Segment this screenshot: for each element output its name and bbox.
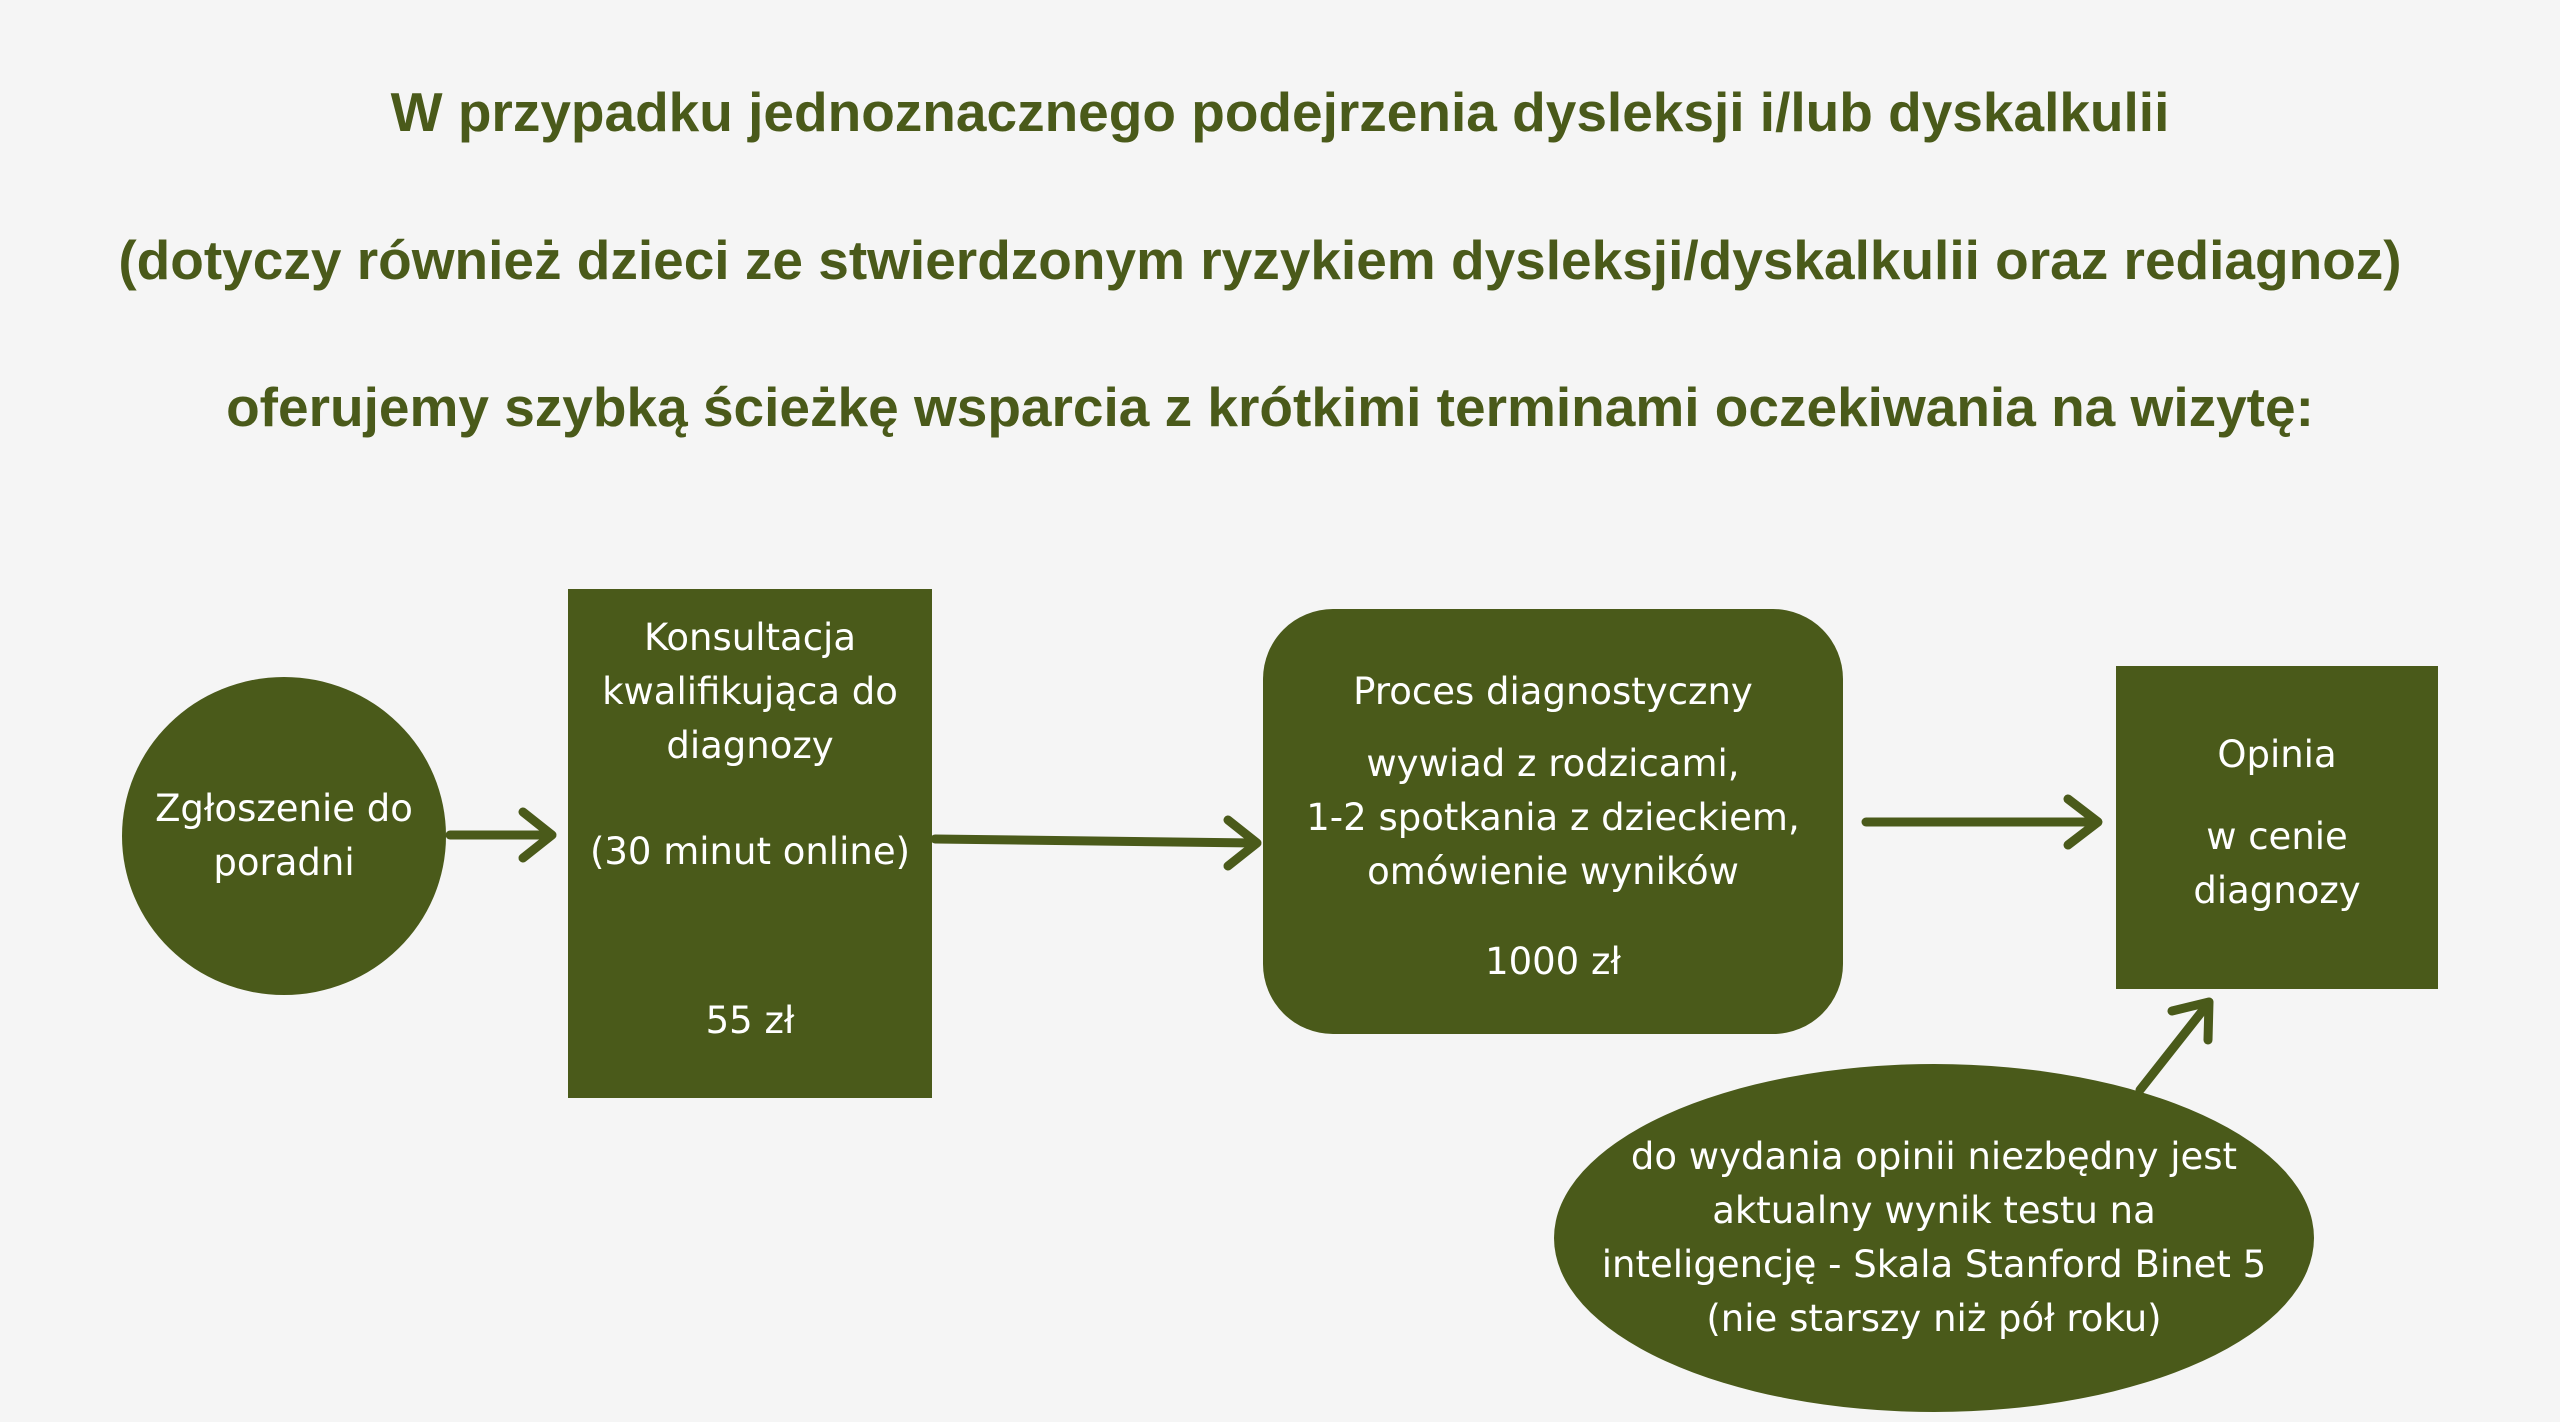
arrow-proces-to-opinia bbox=[1866, 799, 2098, 845]
arrow-zgloszenie-to-konsultacja bbox=[450, 812, 552, 858]
heading-line-3: oferujemy szybką ścieżkę wsparcia z krótkimi terminami oczekiwania na wizytę: bbox=[226, 376, 2314, 438]
proces-line-1: wywiad z rodzicami, bbox=[1366, 742, 1740, 785]
proces-price: 1000 zł bbox=[1485, 940, 1621, 983]
warunek-line-4: (nie starszy niż pół roku) bbox=[1706, 1297, 2162, 1340]
opinia-line-2: diagnozy bbox=[2193, 869, 2361, 912]
heading-line-1: W przypadku jednoznacznego podejrzenia dysleksji i/lub dyskalkulii bbox=[390, 81, 2170, 143]
node-proces bbox=[1263, 609, 1843, 1034]
node-warunek bbox=[1554, 1064, 2314, 1412]
warunek-line-2: aktualny wynik testu na bbox=[1712, 1189, 2156, 1232]
warunek-line-1: do wydania opinii niezbędny jest bbox=[1630, 1135, 2238, 1178]
arrow-konsultacja-to-proces bbox=[935, 820, 1257, 866]
konsultacja-price: 55 zł bbox=[705, 999, 795, 1042]
warunek-line-3: inteligencję - Skala Stanford Binet 5 bbox=[1601, 1243, 2267, 1286]
node-konsultacja bbox=[568, 589, 932, 1098]
konsultacja-duration: (30 minut online) bbox=[589, 830, 911, 873]
zgloszenie-line-1: Zgłoszenie do bbox=[155, 787, 413, 830]
zgloszenie-line-2: poradni bbox=[213, 841, 355, 884]
arrow-warunek-to-opinia bbox=[2140, 1002, 2209, 1090]
heading-line-2: (dotyczy również dzieci ze stwierdzonym ryzykiem dysleksji/dyskalkulii oraz rediagnoz) bbox=[118, 229, 2402, 291]
konsultacja-line-1: Konsultacja bbox=[644, 616, 856, 659]
node-opinia bbox=[2116, 666, 2438, 989]
opinia-line-1: w cenie bbox=[2206, 815, 2348, 858]
konsultacja-line-2: kwalifikująca do bbox=[602, 670, 898, 713]
proces-line-3: omówienie wyników bbox=[1367, 850, 1739, 893]
proces-title: Proces diagnostyczny bbox=[1353, 670, 1753, 713]
opinia-title: Opinia bbox=[2217, 733, 2337, 776]
konsultacja-line-3: diagnozy bbox=[666, 724, 834, 767]
node-zgloszenie bbox=[122, 677, 446, 995]
proces-line-2: 1-2 spotkania z dzieckiem, bbox=[1306, 796, 1800, 839]
